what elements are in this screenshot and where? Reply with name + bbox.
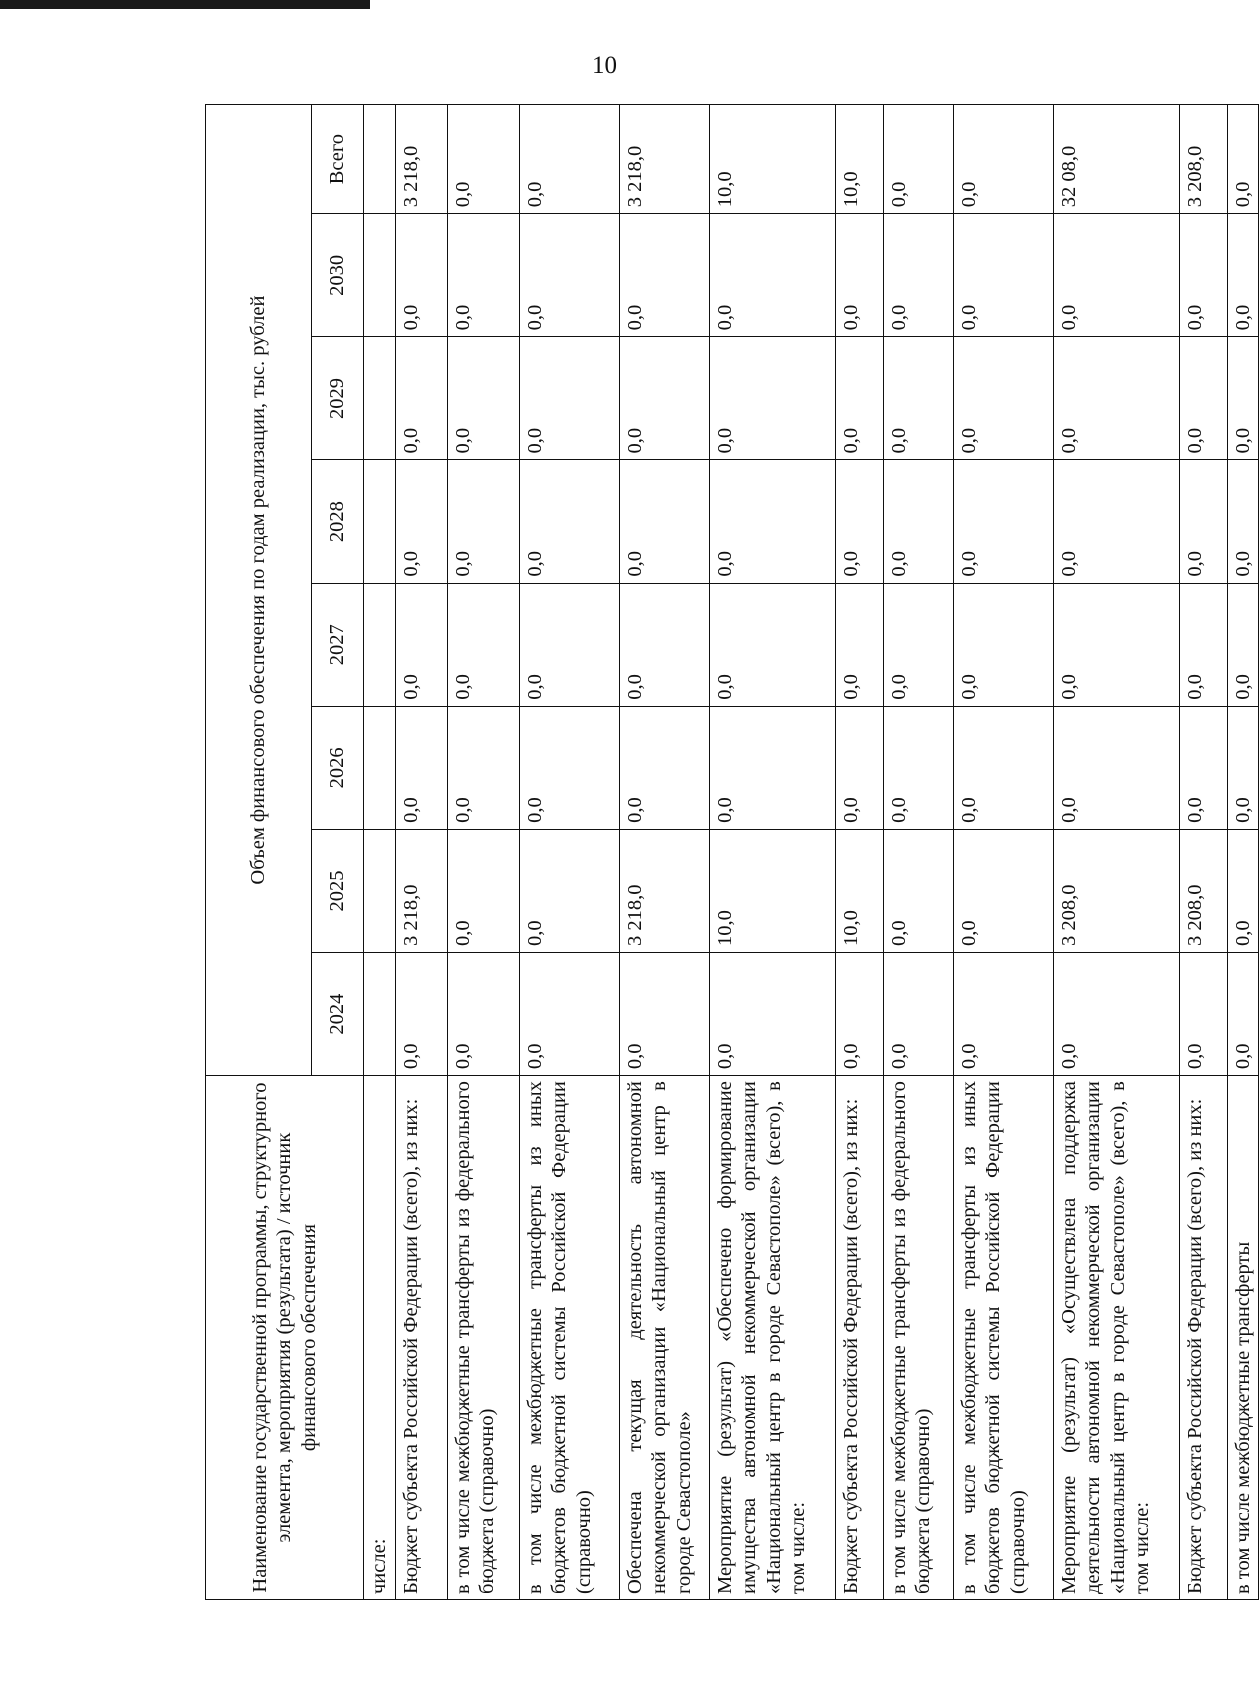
scan-edge-mark xyxy=(0,0,370,9)
row-label: Бюджет субъекта Российской Федерации (всего), из них: xyxy=(395,1076,447,1600)
year-value-cell: 0,0 xyxy=(395,953,447,1076)
total-header: Всего xyxy=(312,105,364,214)
row-label: Бюджет субъекта Российской Федерации (всего), из них: xyxy=(835,1076,883,1600)
year-value-cell: 0,0 xyxy=(619,460,709,583)
table-row xyxy=(519,105,619,1600)
table-row xyxy=(1227,105,1259,1600)
year-header: 2027 xyxy=(312,583,364,706)
row-label: в том числе межбюджетные трансферты из иных бюджетов бюджетной системы Российской Федерации (справочно) xyxy=(519,1076,619,1600)
year-header: 2025 xyxy=(312,829,364,952)
total-cell: 0,0 xyxy=(883,105,953,214)
year-header: 2029 xyxy=(312,337,364,460)
year-value-cell: 0,0 xyxy=(447,214,519,337)
row-label: в том числе межбюджетные трансферты из иных бюджетов бюджетной системы Российской Федерации (справочно) xyxy=(953,1076,1053,1600)
year-value-cell: 0,0 xyxy=(1179,214,1227,337)
total-cell: 3 218,0 xyxy=(619,105,709,214)
table-row xyxy=(1179,105,1227,1600)
year-value-cell: 0,0 xyxy=(1053,214,1179,337)
year-value-cell: 0,0 xyxy=(883,337,953,460)
year-value-cell: 0,0 xyxy=(1179,706,1227,829)
year-value-cell: 0,0 xyxy=(1053,706,1179,829)
year-value-cell: 0,0 xyxy=(953,953,1053,1076)
year-value-cell: 0,0 xyxy=(1179,460,1227,583)
year-value-cell: 0,0 xyxy=(953,706,1053,829)
row-label: Обеспечена текущая деятельность автономной некоммерческой организации «Национальный центр в городе Севастополе» xyxy=(619,1076,709,1600)
row-label: в том числе межбюджетные трансферты xyxy=(1227,1076,1259,1600)
table-body xyxy=(364,105,1259,1600)
year-value-cell: 0,0 xyxy=(1227,214,1259,337)
page-number: 10 xyxy=(592,52,617,79)
year-value-cell: 0,0 xyxy=(883,583,953,706)
year-value-cell: 0,0 xyxy=(619,583,709,706)
year-value-cell: 0,0 xyxy=(953,214,1053,337)
year-value-cell xyxy=(364,460,396,583)
year-value-cell: 0,0 xyxy=(709,337,835,460)
year-value-cell: 0,0 xyxy=(883,460,953,583)
year-header: 2030 xyxy=(312,214,364,337)
year-value-cell: 0,0 xyxy=(709,706,835,829)
total-cell: 10,0 xyxy=(709,105,835,214)
year-value-cell: 0,0 xyxy=(883,706,953,829)
row-label: числе: xyxy=(364,1076,396,1600)
year-value-cell: 0,0 xyxy=(395,214,447,337)
year-value-cell: 0,0 xyxy=(1179,583,1227,706)
year-value-cell: 0,0 xyxy=(1179,953,1227,1076)
year-header: 2028 xyxy=(312,460,364,583)
table-row xyxy=(619,105,709,1600)
year-value-cell: 0,0 xyxy=(1179,337,1227,460)
year-value-cell: 3 218,0 xyxy=(619,829,709,952)
year-value-cell xyxy=(364,829,396,952)
year-header: 2024 xyxy=(312,953,364,1076)
year-value-cell xyxy=(364,953,396,1076)
total-cell: 10,0 xyxy=(835,105,883,214)
year-value-cell: 0,0 xyxy=(519,214,619,337)
year-value-cell: 0,0 xyxy=(395,583,447,706)
year-value-cell: 0,0 xyxy=(953,583,1053,706)
table-row xyxy=(364,105,396,1600)
row-label: в том числе межбюджетные трансферты из федерального бюджета (справочно) xyxy=(447,1076,519,1600)
year-value-cell: 0,0 xyxy=(1053,460,1179,583)
year-value-cell: 0,0 xyxy=(1227,829,1259,952)
year-value-cell: 0,0 xyxy=(447,953,519,1076)
year-value-cell: 0,0 xyxy=(519,583,619,706)
year-value-cell: 0,0 xyxy=(447,337,519,460)
row-label: Мероприятие (результат) «Осуществлена поддержка деятельности автономной некоммерческой организации «Национальный центр в городе Севастополе» (всего), в том числе: xyxy=(1053,1076,1179,1600)
year-value-cell: 0,0 xyxy=(519,706,619,829)
year-value-cell: 0,0 xyxy=(1227,953,1259,1076)
year-value-cell: 0,0 xyxy=(953,337,1053,460)
year-value-cell: 0,0 xyxy=(1227,583,1259,706)
year-header: 2026 xyxy=(312,706,364,829)
year-value-cell: 0,0 xyxy=(519,460,619,583)
year-value-cell: 0,0 xyxy=(1053,337,1179,460)
table-row xyxy=(709,105,835,1600)
table-row xyxy=(883,105,953,1600)
total-cell: 3 218,0 xyxy=(395,105,447,214)
year-value-cell: 3 218,0 xyxy=(395,829,447,952)
financing-table xyxy=(205,104,1259,1600)
year-value-cell: 0,0 xyxy=(883,214,953,337)
year-value-cell: 0,0 xyxy=(709,214,835,337)
year-value-cell: 0,0 xyxy=(835,706,883,829)
year-value-cell: 0,0 xyxy=(619,706,709,829)
year-value-cell: 3 208,0 xyxy=(1179,829,1227,952)
year-value-cell: 0,0 xyxy=(883,953,953,1076)
total-cell: 32 08,0 xyxy=(1053,105,1179,214)
total-cell xyxy=(364,105,396,214)
total-cell: 0,0 xyxy=(447,105,519,214)
row-label: в том числе межбюджетные трансферты из федерального бюджета (справочно) xyxy=(883,1076,953,1600)
table-row xyxy=(395,105,447,1600)
year-value-cell: 0,0 xyxy=(953,460,1053,583)
total-cell: 0,0 xyxy=(519,105,619,214)
year-value-cell: 0,0 xyxy=(1053,583,1179,706)
total-cell: 3 208,0 xyxy=(1179,105,1227,214)
row-label: Бюджет субъекта Российской Федерации (всего), из них: xyxy=(1179,1076,1227,1600)
year-value-cell: 0,0 xyxy=(619,953,709,1076)
year-value-cell: 10,0 xyxy=(835,829,883,952)
year-value-cell: 10,0 xyxy=(709,829,835,952)
year-value-cell xyxy=(364,583,396,706)
year-value-cell: 0,0 xyxy=(1227,337,1259,460)
table-row xyxy=(447,105,519,1600)
year-value-cell: 0,0 xyxy=(709,460,835,583)
rotated-table-wrapper xyxy=(205,104,1254,1600)
year-value-cell: 0,0 xyxy=(709,583,835,706)
year-value-cell xyxy=(364,337,396,460)
year-value-cell: 0,0 xyxy=(883,829,953,952)
year-value-cell: 0,0 xyxy=(447,460,519,583)
year-value-cell: 0,0 xyxy=(447,706,519,829)
table-row xyxy=(1053,105,1179,1600)
year-value-cell: 0,0 xyxy=(395,706,447,829)
year-value-cell: 0,0 xyxy=(519,337,619,460)
year-value-cell: 0,0 xyxy=(619,214,709,337)
year-value-cell: 0,0 xyxy=(835,953,883,1076)
year-value-cell: 0,0 xyxy=(709,953,835,1076)
year-value-cell: 0,0 xyxy=(953,829,1053,952)
year-value-cell xyxy=(364,214,396,337)
year-value-cell: 0,0 xyxy=(395,337,447,460)
year-value-cell: 0,0 xyxy=(395,460,447,583)
year-value-cell: 0,0 xyxy=(619,337,709,460)
table-row xyxy=(835,105,883,1600)
table-row xyxy=(953,105,1053,1600)
year-value-cell: 0,0 xyxy=(519,953,619,1076)
year-value-cell: 0,0 xyxy=(835,583,883,706)
year-value-cell: 0,0 xyxy=(835,337,883,460)
year-value-cell: 0,0 xyxy=(1227,460,1259,583)
year-value-cell: 0,0 xyxy=(447,829,519,952)
total-cell: 0,0 xyxy=(953,105,1053,214)
year-value-cell: 0,0 xyxy=(835,214,883,337)
year-value-cell: 0,0 xyxy=(447,583,519,706)
year-value-cell: 0,0 xyxy=(1227,706,1259,829)
year-value-cell: 0,0 xyxy=(519,829,619,952)
total-cell: 0,0 xyxy=(1227,105,1259,214)
year-value-cell xyxy=(364,706,396,829)
year-value-cell: 0,0 xyxy=(835,460,883,583)
year-value-cell: 0,0 xyxy=(1053,953,1179,1076)
year-value-cell: 3 208,0 xyxy=(1053,829,1179,952)
row-label: Мероприятие (результат) «Обеспечено формирование имущества автономной некоммерческой организации «Национальный центр в городе Севастополе» (всего), в том числе: xyxy=(709,1076,835,1600)
name-column-header: Наименование государственной программы, структурного элемента, мероприятия (результата) / источник финансового обеспечения xyxy=(206,1076,364,1600)
volume-header: Объем финансового обеспечения по годам реализации, тыс. рублей xyxy=(206,105,312,1076)
